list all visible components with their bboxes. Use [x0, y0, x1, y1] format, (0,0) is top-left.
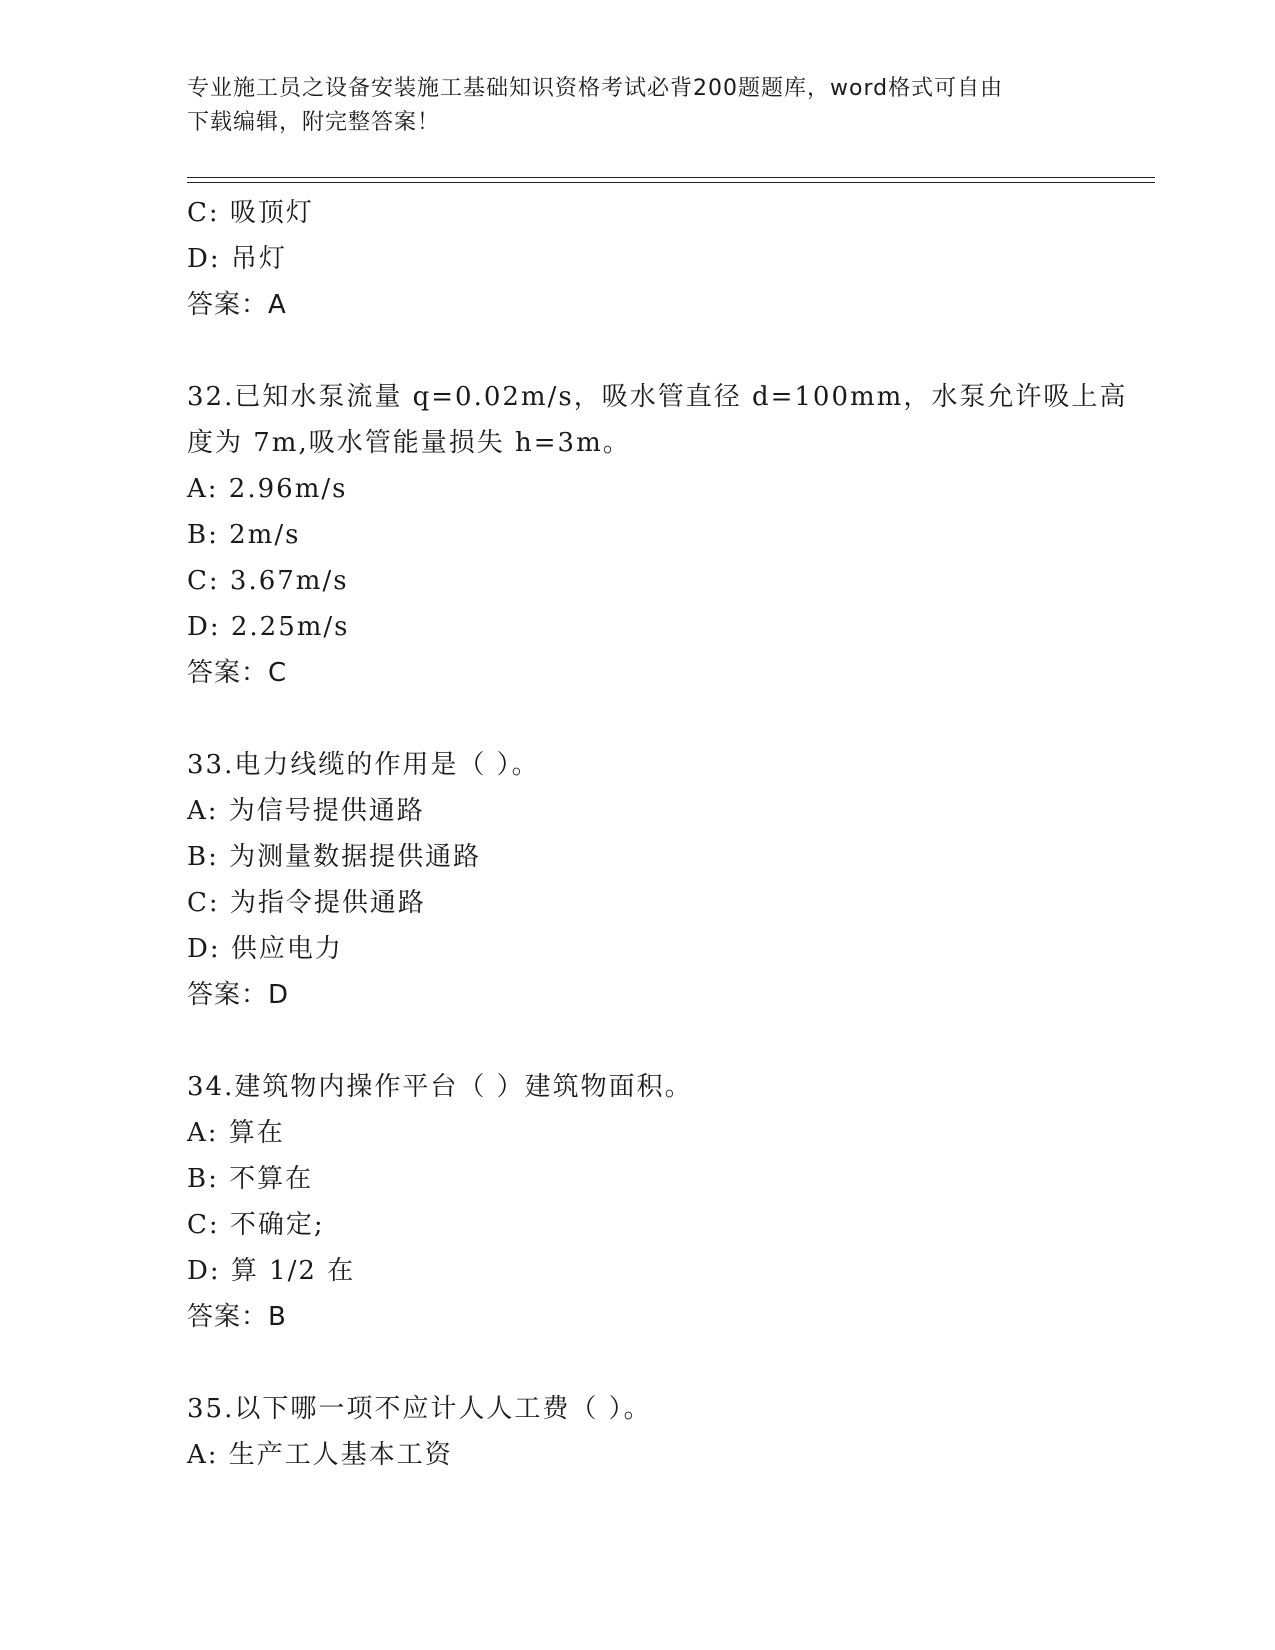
question-block-33 [187, 742, 1087, 1018]
header-line-2: 下载编辑，附完整答案！ [187, 110, 441, 135]
header-divider-bottom [187, 182, 1155, 183]
header-line-1: 专业施工员之设备安装施工基础知识资格考试必背200题题库，word格式可自由 [187, 76, 1004, 101]
question-block-31-tail [187, 190, 1087, 328]
option-c: C: 不确定; [187, 1210, 325, 1240]
option-a: A: 2.96m/s [187, 474, 348, 504]
option-c: C: 为指令提供通路 [187, 888, 426, 918]
option-d: D: 算 1/2 在 [187, 1256, 356, 1286]
option-d: D: 供应电力 [187, 934, 343, 964]
answer-line: 答案：B [187, 1302, 287, 1332]
question-stem: 32.已知水泵流量 q=0.02m/s，吸水管直径 d=100mm，水泵允许吸上高 [187, 382, 1128, 412]
option-a: A: 生产工人基本工资 [187, 1440, 453, 1470]
answer-line: 答案：D [187, 980, 290, 1010]
document-header [187, 72, 1067, 140]
answer-line: 答案：A [187, 290, 287, 320]
question-stem: 33.电力线缆的作用是（ ）。 [187, 750, 540, 780]
option-b: B: 不算在 [187, 1164, 314, 1194]
question-block-32 [187, 374, 1128, 696]
question-stem: 34.建筑物内操作平台（ ）建筑物面积。 [187, 1072, 693, 1102]
question-block-35 [187, 1386, 1087, 1478]
question-list [187, 190, 1128, 1478]
option-a: A: 算在 [187, 1118, 285, 1148]
option-c: C: 3.67m/s [187, 566, 349, 596]
question-stem: 35.以下哪一项不应计人人工费（ ）。 [187, 1394, 652, 1424]
option-a: A: 为信号提供通路 [187, 796, 425, 826]
option-d: D: 2.25m/s [187, 612, 350, 642]
option-c: C: 吸顶灯 [187, 198, 314, 228]
answer-line: 答案：C [187, 658, 288, 688]
option-b: B: 为测量数据提供通路 [187, 842, 482, 872]
option-d: D: 吊灯 [187, 244, 287, 274]
question-stem: 度为 7m,吸水管能量损失 h=3m。 [187, 428, 631, 458]
header-divider-top [187, 177, 1155, 178]
question-block-34 [187, 1064, 1087, 1340]
option-b: B: 2m/s [187, 520, 301, 550]
